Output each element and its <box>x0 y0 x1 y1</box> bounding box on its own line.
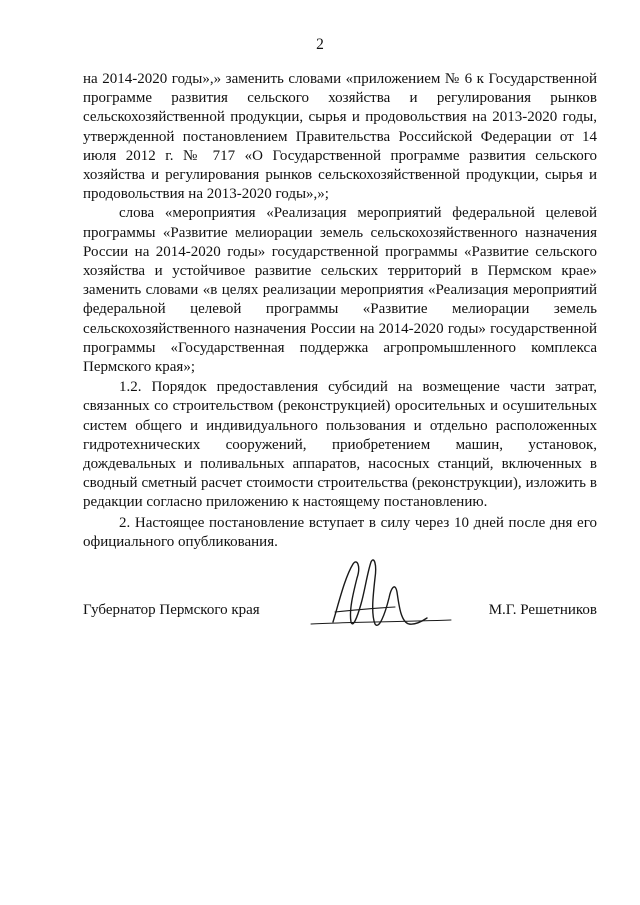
paragraph-effective-date: 2. Настоящее постановление вступает в силу через 10 дней после дня его официального опубликования. <box>83 514 597 550</box>
signatory-name: М.Г. Решетников <box>488 602 597 618</box>
document-body <box>83 70 597 552</box>
signature-block <box>83 600 597 640</box>
paragraph-words-replacement: слова «мероприятия «Реализация мероприятий федеральной целевой программы «Развитие мелиорации земель сельскохозяйственного назначения России на 2014-2020 годы» государственной программы «Развитие сельского хозяйства и устойчивое развитие сельских территорий в Пермском крае» заменить словами «в целях реализации мероприятия «Реализация мероприятий федеральной целевой программы «Развитие мелиорации земель сельскохозяйственного назначения России на 2014-2020 годы» государственной программы «Государственная поддержка агропромышленного комплекса Пермского края»; <box>83 205 597 376</box>
page-number: 2 <box>316 36 324 53</box>
paragraph-subsidy-procedure: 1.2. Порядок предоставления субсидий на возмещение части затрат, связанных со строительством (реконструкцией) оросительных и осушительных систем общего и индивидуального пользования и отдельно расположенных гидротехнических сооружений, приобретением машин, установок, дождевальных и поливальных аппаратов, насосных станций, включенных в сводный сметный расчет стоимости строительства (реконструкции), изложить в редакции согласно приложению к настоящему постановлению. <box>83 379 597 511</box>
signatory-position: Губернатор Пермского края <box>83 602 260 618</box>
paragraph-continuation: на 2014-2020 годы»,» заменить словами «приложением № 6 к Государственной программе развития сельского хозяйства и регулирования рынков сельскохозяйственной продукции, сырья и продовольствия на 2013-2020 годы, утвержденной постановлением Правительства Российской Федерации от 14 июля 2012 г. № 717 «О Государственной программе развития сельского хозяйства и регулирования рынков сельскохозяйственной продукции, сырья и продовольствия на 2013-2020 годы»,»; <box>83 71 597 203</box>
